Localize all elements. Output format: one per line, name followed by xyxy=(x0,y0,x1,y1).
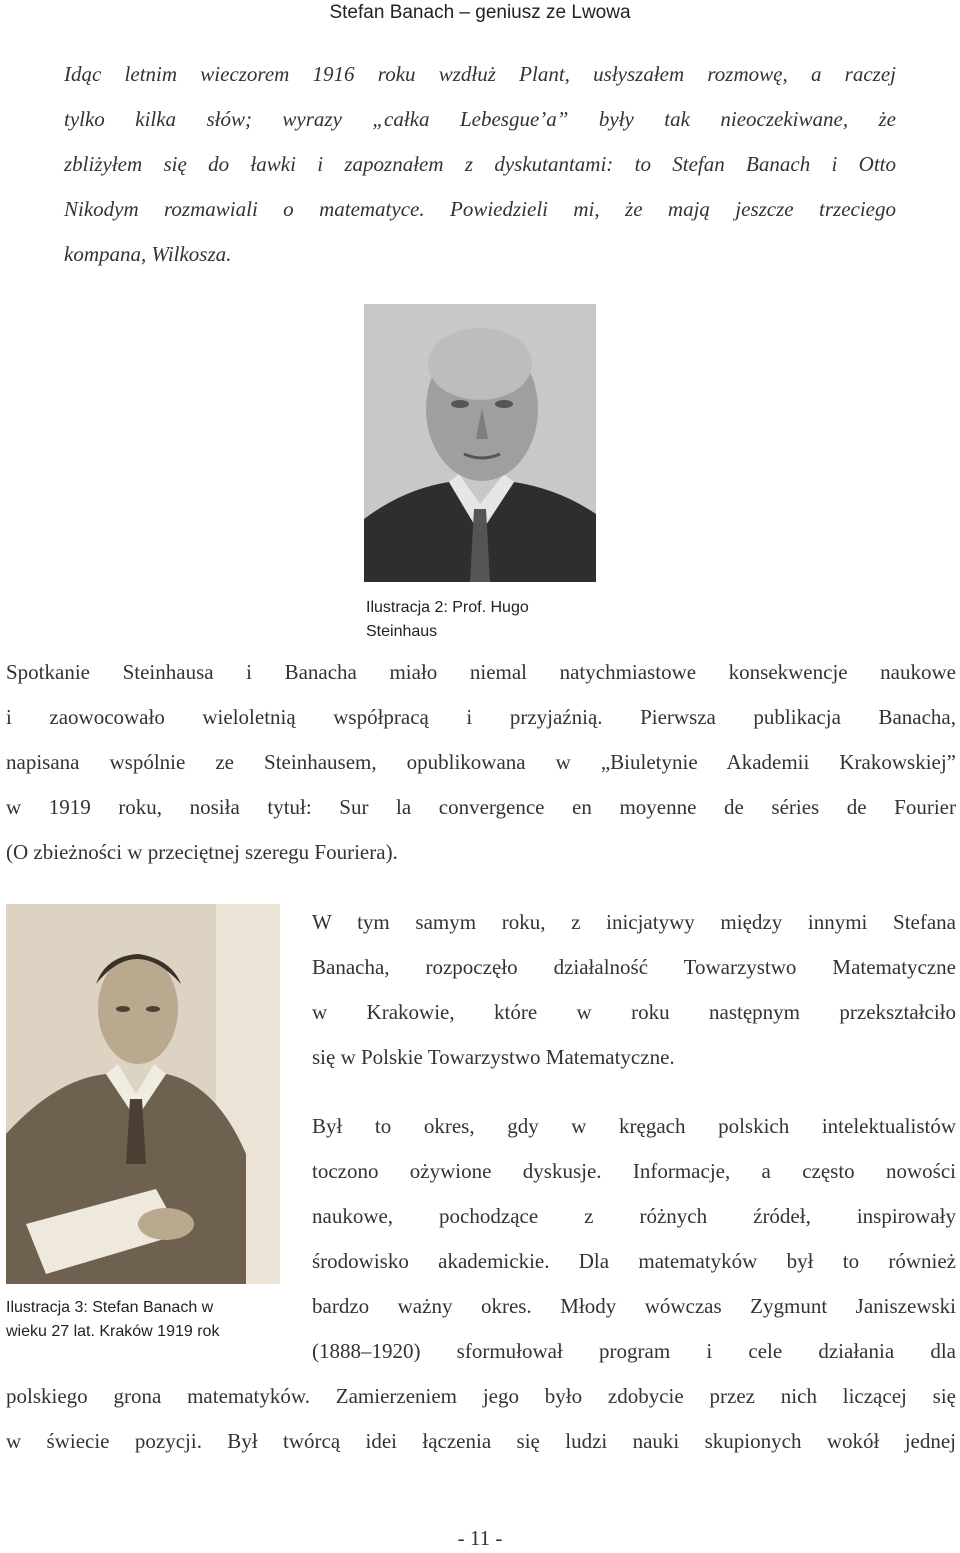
paragraph-okres-wide xyxy=(6,1374,956,1464)
paragraph-line: W tym samym roku, z inicjatywy między innymi Stefana xyxy=(312,910,956,934)
running-header: Stefan Banach – geniusz ze Lwowa xyxy=(329,2,631,23)
quote-line: tylko kilka słów; wyrazy „całka Lebesgue’a” były tak nieoczekiwane, że xyxy=(64,107,896,131)
banach-portrait-photo xyxy=(6,904,280,1284)
paragraph-line: (1888–1920) sformułował program i cele działania dla xyxy=(312,1339,956,1363)
quote-line: Nikodym rozmawiali o matematyce. Powiedzieli mi, że mają jeszcze trzeciego xyxy=(64,197,896,221)
paragraph-steinhaus-banach xyxy=(6,650,956,875)
paragraph-line: Banacha, rozpoczęło działalność Towarzystwo Matematyczne xyxy=(312,955,956,979)
paragraph-line: środowisko akademickie. Dla matematyków był to również xyxy=(312,1249,956,1273)
paragraph-line: Był to okres, gdy w kręgach polskich intelektualistów xyxy=(312,1114,956,1138)
page-number: - 11 - xyxy=(457,1526,503,1550)
quote-line: Idąc letnim wieczorem 1916 roku wzdłuż Plant, usłyszałem rozmowę, a raczej xyxy=(64,62,896,86)
paragraph-line: bardzo ważny okres. Młody wówczas Zygmunt Janiszewski xyxy=(312,1294,956,1318)
paragraph-line: (O zbieżności w przeciętnej szeregu Fouriera). xyxy=(6,840,398,864)
quote-line: zbliżyłem się do ławki i zapoznałem z dyskutantami: to Stefan Banach i Otto xyxy=(64,152,896,176)
banach-portrait-illustration xyxy=(6,904,280,1284)
caption-line: Ilustracja 2: Prof. Hugo xyxy=(366,599,529,616)
caption-line: Ilustracja 3: Stefan Banach w xyxy=(6,1299,214,1316)
paragraph-line: polskiego grona matematyków. Zamierzeniem jego było zdobycie przez nich liczącej się xyxy=(6,1384,956,1408)
steinhaus-portrait-photo xyxy=(364,304,596,582)
paragraph-line: Spotkanie Steinhausa i Banacha miało niemal natychmiastowe konsekwencje naukowe xyxy=(6,660,956,684)
paragraph-line: toczono ożywione dyskusje. Informacje, a często nowości xyxy=(312,1159,956,1183)
figure-2-caption xyxy=(366,596,576,644)
paragraph-line: napisana wspólnie ze Steinhausem, opublikowana w „Biuletynie Akademii Krakowskiej” xyxy=(6,750,956,774)
italic-quote xyxy=(64,52,896,277)
paragraph-line: w świecie pozycji. Był twórcą idei łączenia się ludzi nauki skupionych wokół jednej xyxy=(6,1429,956,1453)
figure-3-caption xyxy=(6,1296,286,1344)
caption-line: wieku 27 lat. Kraków 1919 rok xyxy=(6,1323,220,1340)
caption-line: Steinhaus xyxy=(366,623,438,640)
paragraph-line: w 1919 roku, nosiła tytuł: Sur la convergence en moyenne de séries de Fourier xyxy=(6,795,956,819)
steinhaus-portrait-illustration xyxy=(364,304,596,582)
paragraph-line: naukowe, pochodzące z różnych źródeł, inspirowały xyxy=(312,1204,956,1228)
paragraph-line: w Krakowie, które w roku następnym przekształciło xyxy=(312,1000,956,1024)
quote-line: kompana, Wilkosza. xyxy=(64,242,232,266)
paragraph-okres-narrow xyxy=(312,1104,956,1374)
paragraph-line: się w Polskie Towarzystwo Matematyczne. xyxy=(312,1045,675,1069)
paragraph-towarzystwo xyxy=(312,900,956,1080)
paragraph-line: i zaowocowało wieloletnią współpracą i przyjaźnią. Pierwsza publikacja Banacha, xyxy=(6,705,956,729)
